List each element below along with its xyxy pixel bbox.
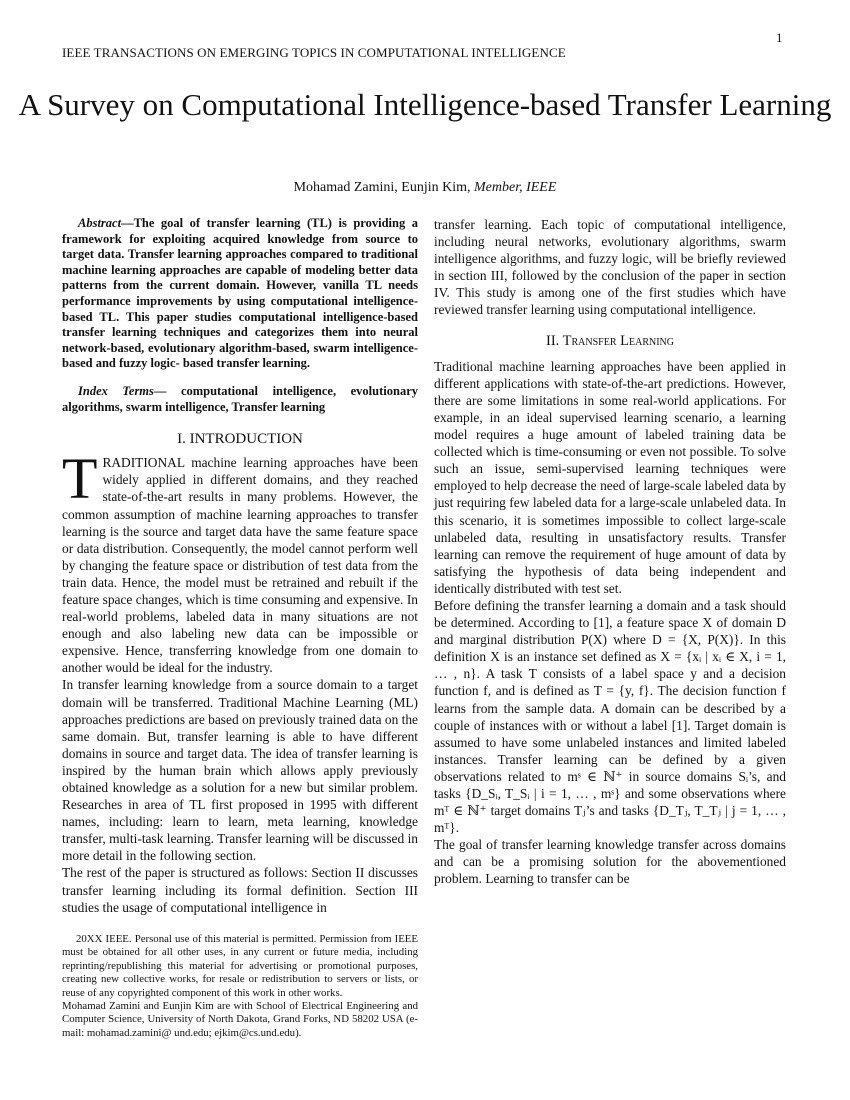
drop-cap: T <box>62 446 98 512</box>
paragraph-text: RADITIONAL machine learning approaches have been widely applied in different domains, and they reached state-of-the-art results in many problems. However, the common assumption of machine learning approaches to transfer learning is the source and target data have the same feature space or data distribution. Consequently, the model cannot perform well by changing the feature space or distribution of test data from the train data. Hence, the model must be retrained and rebuilt if the feature space changes, which is time consuming and expensive. In real-world problems, labeled data in many situations are not enough and also labeling new data can be impossible or expensive. Hence, transferring knowledge from one domain to another would be ideal for the industry. <box>62 455 418 676</box>
paper-title: A Survey on Computational Intelligence-based Transfer Learning <box>18 87 832 122</box>
abstract <box>62 216 418 372</box>
journal-header: IEEE TRANSACTIONS ON EMERGING TOPICS IN COMPUTATIONAL INTELLIGENCE <box>62 45 566 60</box>
index-terms <box>62 384 418 415</box>
left-column <box>62 216 418 916</box>
section2-paragraph: The goal of transfer learning knowledge transfer across domains and can be a promising solution for the abovementioned problem. Learning to transfer can be <box>434 837 786 887</box>
section2-paragraph: Traditional machine learning approaches have been applied in different applications with state-of-the-art predictions. However, there are some limitations in some real-world applications. For example, in an ideal supervised learning scenario, a learning model requires a huge amount of labeled training data be collected which is time-consuming or even not possible. To solve such an issue, semi-supervised learning techniques were employed to help decrease the need of large-scale labeled data by just requiring few labeled data for a large-scale unlabeled data. In this scenario, it is sometimes impossible to collect large-scale unlabeled data, resulting in unsatisfactory results. Transfer learning can remove the requirement of huge amount of data by satisfying the hypothesis of data being independent and identically distributed with test set. <box>434 358 786 596</box>
section-heading-transfer-learning: II. Transfer Learning <box>546 332 674 349</box>
intro-paragraph-continued: transfer learning. Each topic of computational intelligence, including neural networks, evolutionary algorithms, swarm intelligence algorithms, and fuzzy logic, will be briefly reviewed in section III, followed by the conclusion of the paper in section IV. This study is among one of the first studies which have reviewed transfer learning using computational intelligence. <box>434 217 786 318</box>
abstract-label: Abstract <box>78 216 122 230</box>
right-column <box>434 216 786 888</box>
index-terms-text: — computational intelligence, evolutionary algorithms, swarm intelligence, Transfer learning <box>62 383 418 414</box>
authors <box>0 180 850 196</box>
index-terms-label: Index Terms <box>78 383 154 398</box>
section2-paragraph: Before defining the transfer learning a domain and a task should be determined. According to [1], a feature space X of domain D and marginal distribution P(X) where D = {X, P(X)}. In this definition X is an instance set defined as X = {xᵢ | xᵢ ∈ X, i = 1, … , n}. A task T consists of a label space y and a decision function f, and is defined as T = {y, f}. The decision function f learns from the sample data. A domain can be described by a couple of instances with or without a label [1]. Target domain is assumed to have some unlabeled instances and limited labeled instances. Transfer learning can be defined by a given observations related to mˢ ∈ ℕ⁺ in source domains Sᵢ’s, and tasks {D_Sᵢ, T_Sᵢ | i = 1, … , mˢ} and some observations where mᵀ ∈ ℕ⁺ target domains Tⱼ’s and tasks {D_Tⱼ, T_Tⱼ | j = 1, … , mᵀ}. <box>434 597 786 836</box>
intro-paragraph <box>62 446 418 676</box>
copyright-notice: 20XX IEEE. Personal use of this material is permitted. Permission from IEEE must be obtained for all other uses, in any current or future media, including reprinting/republishing this material for advertising or promotional purposes, creating new collective works, for resale or redistribution to servers or lists, or reuse of any copyrighted component of this work in other works. <box>62 933 418 999</box>
page-number: 1 <box>776 30 783 45</box>
author-names: Mohamad Zamini, Eunjin Kim, <box>293 180 474 195</box>
abstract-dash: — <box>121 216 134 230</box>
section-heading-introduction: I. INTRODUCTION <box>177 431 303 448</box>
abstract-text: The goal of transfer learning (TL) is providing a framework for exploiting acquired knowledge from source to target data. Transfer learning approaches compared to traditional machine learning approaches are capable of modeling better data patterns from the current domain. However, vanilla TL needs performance improvements by using computational intelligence-based TL. This paper studies computational intelligence-based transfer learning techniques and categorizes them into neural network-based, evolutionary algorithm-based, swarm intelligence-based and fuzzy logic- based transfer learning. <box>62 216 418 371</box>
intro-paragraph: The rest of the paper is structured as follows: Section II discusses transfer learning including its formal definition. Section III studies the usage of computational intelligence in <box>62 865 418 915</box>
intro-paragraph: In transfer learning knowledge from a source domain to a target domain will be transferred. Traditional Machine Learning (ML) approaches predictions are based on previously trained data on the same domain. But, transfer learning is able to have different domains in source and target data. The idea of transfer learning is inspired by the human brain which allows apply previously obtained knowledge as a solution for a new but similar problem. Researches in area of TL first proposed in 1995 with different names, including: learn to learn, meta learning, knowledge transfer, multi-task learning. Transfer learning will be discussed in more detail in the following section. <box>62 677 418 864</box>
author-affiliation: Mohamad Zamini and Eunjin Kim are with School of Electrical Engineering and Computer Science, University of North Dakota, Grand Forks, ND 58202 USA (e-mail: mohamad.zamini@ und.edu; ejkim@cs.und.edu). <box>62 1000 418 1039</box>
author-membership: Member, IEEE <box>474 180 557 195</box>
footnote <box>62 933 418 1040</box>
